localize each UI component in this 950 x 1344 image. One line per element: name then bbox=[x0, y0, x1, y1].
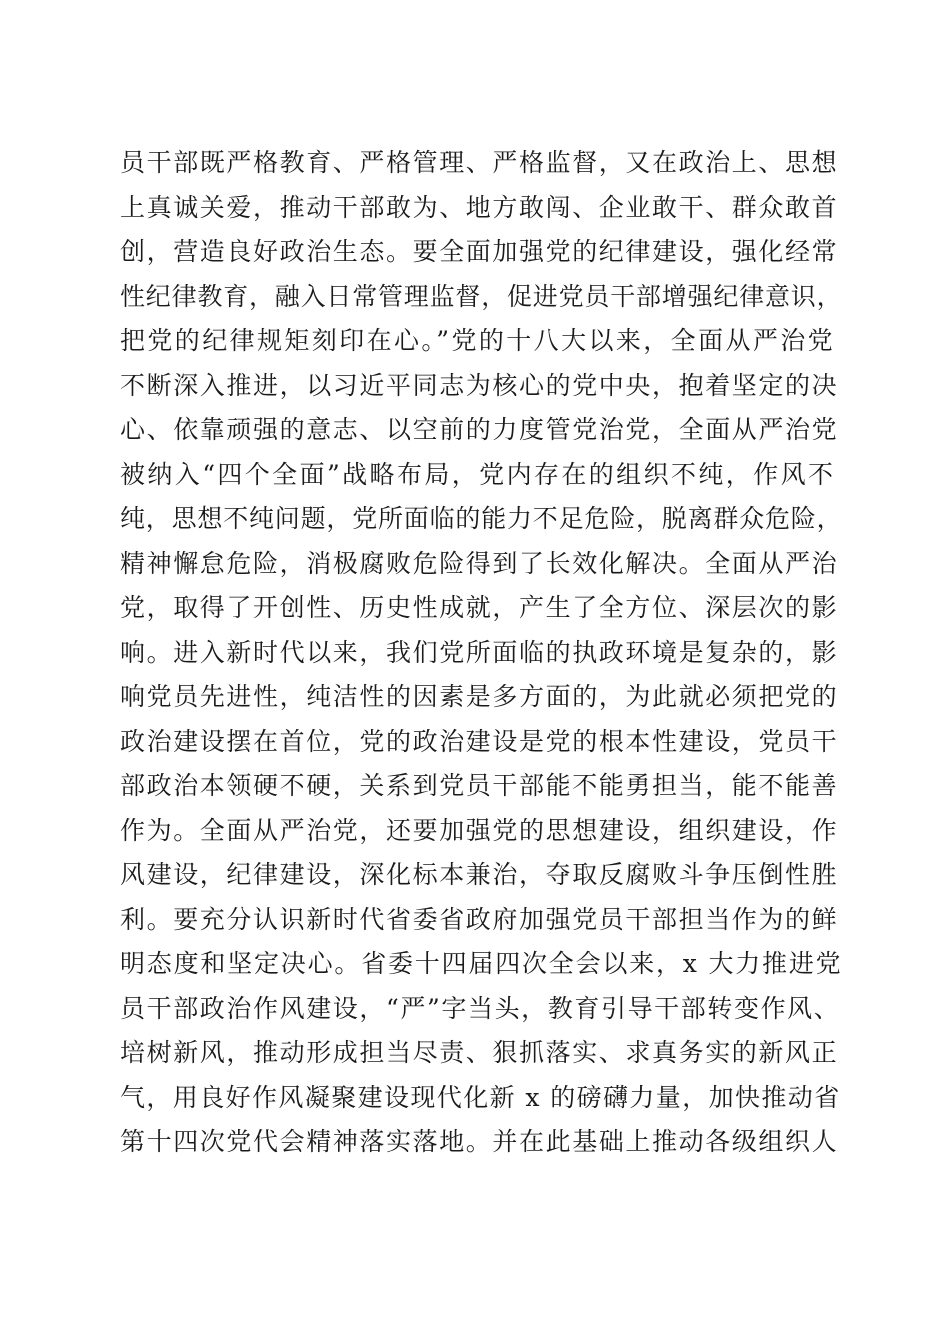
text-line: 被纳入“四个全面”战略布局，党内存在的组织不纯，作风不 bbox=[120, 459, 836, 489]
text-line: 创，营造良好政治生态。要全面加强党的纪律建设，强化经常 bbox=[120, 237, 839, 266]
text-line: 精神懈怠危险，消极腐败危险得到了长效化解决。全面从严治 bbox=[120, 548, 839, 578]
text-line: 作为。全面从严治党，还要加强党的思想建设，组织建设，作 bbox=[120, 815, 839, 845]
text-line: 党，取得了开创性、历史性成就，产生了全方位、深层次的影 bbox=[120, 593, 839, 622]
text-line: 风建设，纪律建设，深化标本兼治，夺取反腐败斗争压倒性胜 bbox=[120, 860, 839, 889]
text-line: 培树新风，推动形成担当尽责、狠抓落实、求真务实的新风正 bbox=[120, 1038, 839, 1067]
text-line: 利。要充分认识新时代省委省政府加强党员干部担当作为的鲜 bbox=[120, 904, 839, 934]
text-line: 政治建设摆在首位，党的政治建设是党的根本性建设，党员干 bbox=[120, 726, 839, 756]
text-line: 员干部政治作风建设，“严”字当头，教育引导干部转变作风、 bbox=[120, 993, 841, 1023]
text-line: 把党的纪律规矩刻印在心。”党的十八大以来，全面从严治党 bbox=[120, 326, 836, 355]
text-line: 性纪律教育，融入日常管理监督，促进党员干部增强纪律意识， bbox=[120, 281, 843, 311]
text-line: 不断深入推进，以习近平同志为核心的党中央，抱着坚定的决 bbox=[120, 370, 839, 400]
text-line: 响。进入新时代以来，我们党所面临的执政环境是复杂的，影 bbox=[120, 637, 839, 667]
text-line: 明态度和坚定决心。省委十四届四次全会以来，x 大力推进党 bbox=[120, 949, 843, 978]
text-line: 第十四次党代会精神落实落地。并在此基础上推动各级组织人 bbox=[120, 1127, 839, 1156]
text-line: 响党员先进性，纯洁性的因素是多方面的，为此就必须把党的 bbox=[120, 682, 839, 711]
text-line: 员干部既严格教育、严格管理、严格监督，又在政治上、思想 bbox=[120, 148, 839, 177]
text-line: 气，用良好作风凝聚建设现代化新 x 的磅礴力量，加快推动省 bbox=[120, 1082, 841, 1112]
body-text bbox=[120, 141, 843, 1165]
text-line: 心、依靠顽强的意志、以空前的力度管党治党，全面从严治党 bbox=[120, 415, 839, 444]
text-line: 上真诚关爱，推动干部敢为、地方敢闯、企业敢干、群众敢首 bbox=[120, 192, 839, 222]
text-line: 部政治本领硬不硬，关系到党员干部能不能勇担当，能不能善 bbox=[120, 771, 839, 800]
text-line: 纯，思想不纯问题，党所面临的能力不足危险，脱离群众危险， bbox=[120, 504, 843, 533]
